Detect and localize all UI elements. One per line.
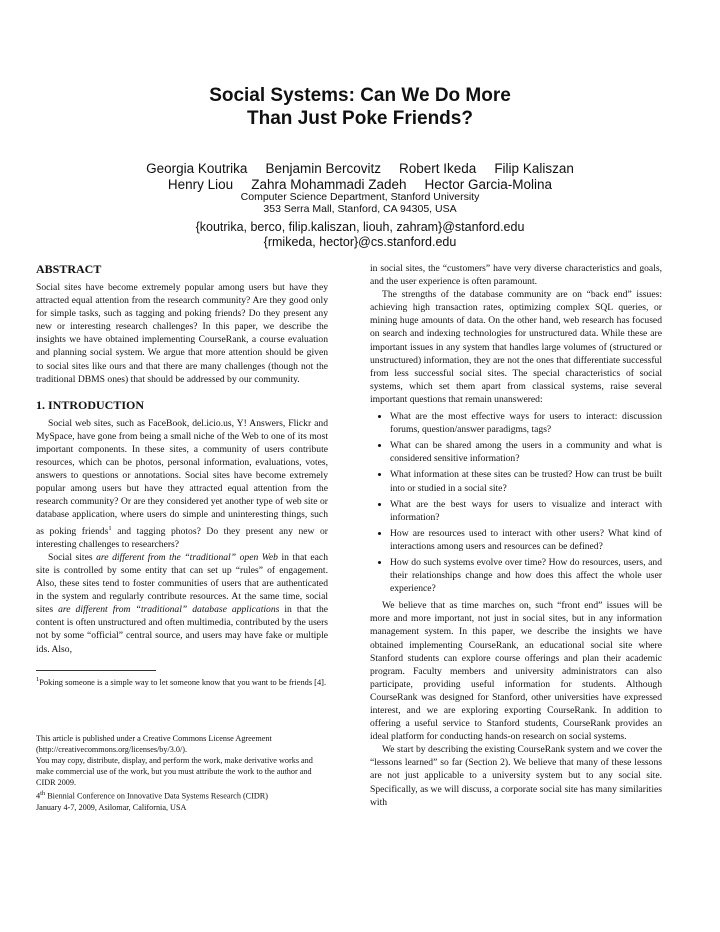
license-line-4: January 4-7, 2009, Asilomar, California, USA [36, 803, 187, 813]
author-name: Filip Kaliszan [494, 161, 574, 176]
author-name: Hector Garcia-Molina [424, 177, 553, 192]
title-line-2: Than Just Poke Friends? [247, 108, 473, 129]
author-row-1 [0, 160, 720, 177]
list-item: • What can be shared among the users in a community and what is considered sensitive information? [390, 439, 662, 465]
footnote-marker: 1 [108, 524, 112, 532]
email-line-2: {rmikeda, hector}@cs.stanford.edu [263, 235, 457, 249]
paper-title [0, 84, 720, 130]
list-item: • How do such systems evolve over time? How do resources, users, and their relationships change and how does this affect the whole user experience? [390, 556, 662, 595]
abstract-heading: ABSTRACT [36, 262, 102, 276]
footnote-rule [36, 670, 156, 671]
right-column [370, 262, 662, 809]
left-column [36, 262, 328, 813]
footnote: $^1$Poking someone is a simple way to let someone know that you want to be friends [4]. [36, 675, 327, 687]
right-paragraph-3: We start by describing the existing CourseRank system and we cover the “lessons learned” so far (Section 2). We believe that many of these lessons are not just applicable to a university system but to any social site. Specifically, as we will discuss, a corporate social site has many similarities with [370, 744, 662, 808]
abstract-text: Social sites have become extremely popular among users but have they attracted equal attention from the research community? Are they good only for simple tasks, such as tagging and poking friends? Do they present any new or interesting research challenges? In this paper, we describe the insights we have obtained implementing CourseRank, a course evaluation and planning social system. We argue that more attention should be given to social sites like ours and that there are many challenges (though not the traditional DBMS ones) that should be addressed by our community. [36, 282, 328, 385]
list-item: • What are the best ways for users to visualize and interact with information? [390, 498, 662, 524]
title-line-1: Social Systems: Can We Do More [209, 85, 511, 106]
author-name: Zahra Mohammadi Zadeh [251, 177, 407, 192]
intro-heading: 1. INTRODUCTION [36, 397, 145, 412]
list-item: • What are the most effective ways for users to interact: discussion forums, question/answer paradigms, tags? [390, 410, 662, 436]
license-line-3: 4th Biennial Conference on Innovative Data Systems Research (CIDR) [36, 790, 268, 802]
intro-paragraph-2: Social sites are different from the “traditional” open Web in that each site is controlled by some entity that can set up “rules” of engagement. Also, these sites tend to foster communities of users that are authenticated in the system and regularly contribute resources. At the same time, social sites are different from “traditional” database applications in that the content is often unstructured and often multimedia, contributed by the users not by some “official” central source, and users may have fake or multiple ids. Also, [36, 551, 328, 655]
affiliation-dept: Computer Science Department, Stanford University [240, 191, 480, 203]
author-name: Georgia Koutrika [146, 161, 248, 176]
author-name: Benjamin Bercovitz [265, 161, 382, 176]
author-name: Henry Liou [167, 177, 234, 192]
list-item: • How are resources used to interact with other users? What kind of interactions among users and resources can be defined? [390, 527, 662, 553]
affiliation-address: 353 Serra Mall, Stanford, CA 94305, USA [263, 203, 457, 215]
intro-paragraph-1: Social web sites, such as FaceBook, del.icio.us, Y! Answers, Flickr and MySpace, have gone from being a small niche of the Web to one of its most important components. In these sites, a community of users contribute resources, which can be photos, personal information, evaluations, votes, answers to questions or annotations. Social sites have become extremely popular among users but have they attracted equal attention from the research community? Or are they considered yet another type of web site or database application, where users do simple and uninteresting things, such as poking friends$^1$ and tagging photos? Do they present any new or interesting challenges to researchers? [36, 417, 328, 550]
list-item: • What information at these sites can be trusted? How can trust be built into or studied in a social site? [390, 468, 662, 494]
email-line-1: {koutrika, berco, filip.kaliszan, liouh, zahram}@stanford.edu [195, 220, 525, 234]
license-block [36, 733, 328, 813]
right-paragraph-1: The strengths of the database community are on “back end” issues: achieving high transaction rates, optimizing complex SQL queries, or mining huge amounts of data. On the other hand, web research has focused on search and indexing technologies for unstructured data. While these are important issues in any system that handles large volumes of (structured or unstructured) information, they are not the ones that differentiate successful from less successful social sites. The special characteristics of social systems, which set them apart from classical systems, raise several important questions that remain unanswered: [370, 289, 662, 405]
right-paragraph-2: We believe that as time marches on, such “front end” issues will be more and more important, not just in social sites, but in any information management system. In this paper, we describe the insights we have obtained implementing CourseRank, an educational social site where Stanford students can explore course offerings and plan their academic program. Faculty members and university administrators can also participate, providing useful information for students. Although CourseRank was designed for Stanford, other universities have expressed interest, and we are exploring exporting CourseRank. In addition to offering a useful service to Stanford students, CourseRank provides an ideal platform for conducting hands-on research on social systems. [370, 600, 662, 743]
author-name: Robert Ikeda [399, 161, 477, 176]
license-line-2: You may copy, distribute, display, and perform the work, make derivative works and make commercial use of the work, but you must attribute the work to the author and CIDR 2009. [36, 756, 313, 788]
license-line-1: This article is published under a Creative Commons License Agreement (http://creativecommons.org/licenses/by/3.0/). [36, 734, 272, 755]
question-list [370, 410, 662, 595]
right-paragraph-0: in social sites, the “customers” have very diverse characteristics and goals, and the user experience is often paramount. [370, 263, 662, 288]
